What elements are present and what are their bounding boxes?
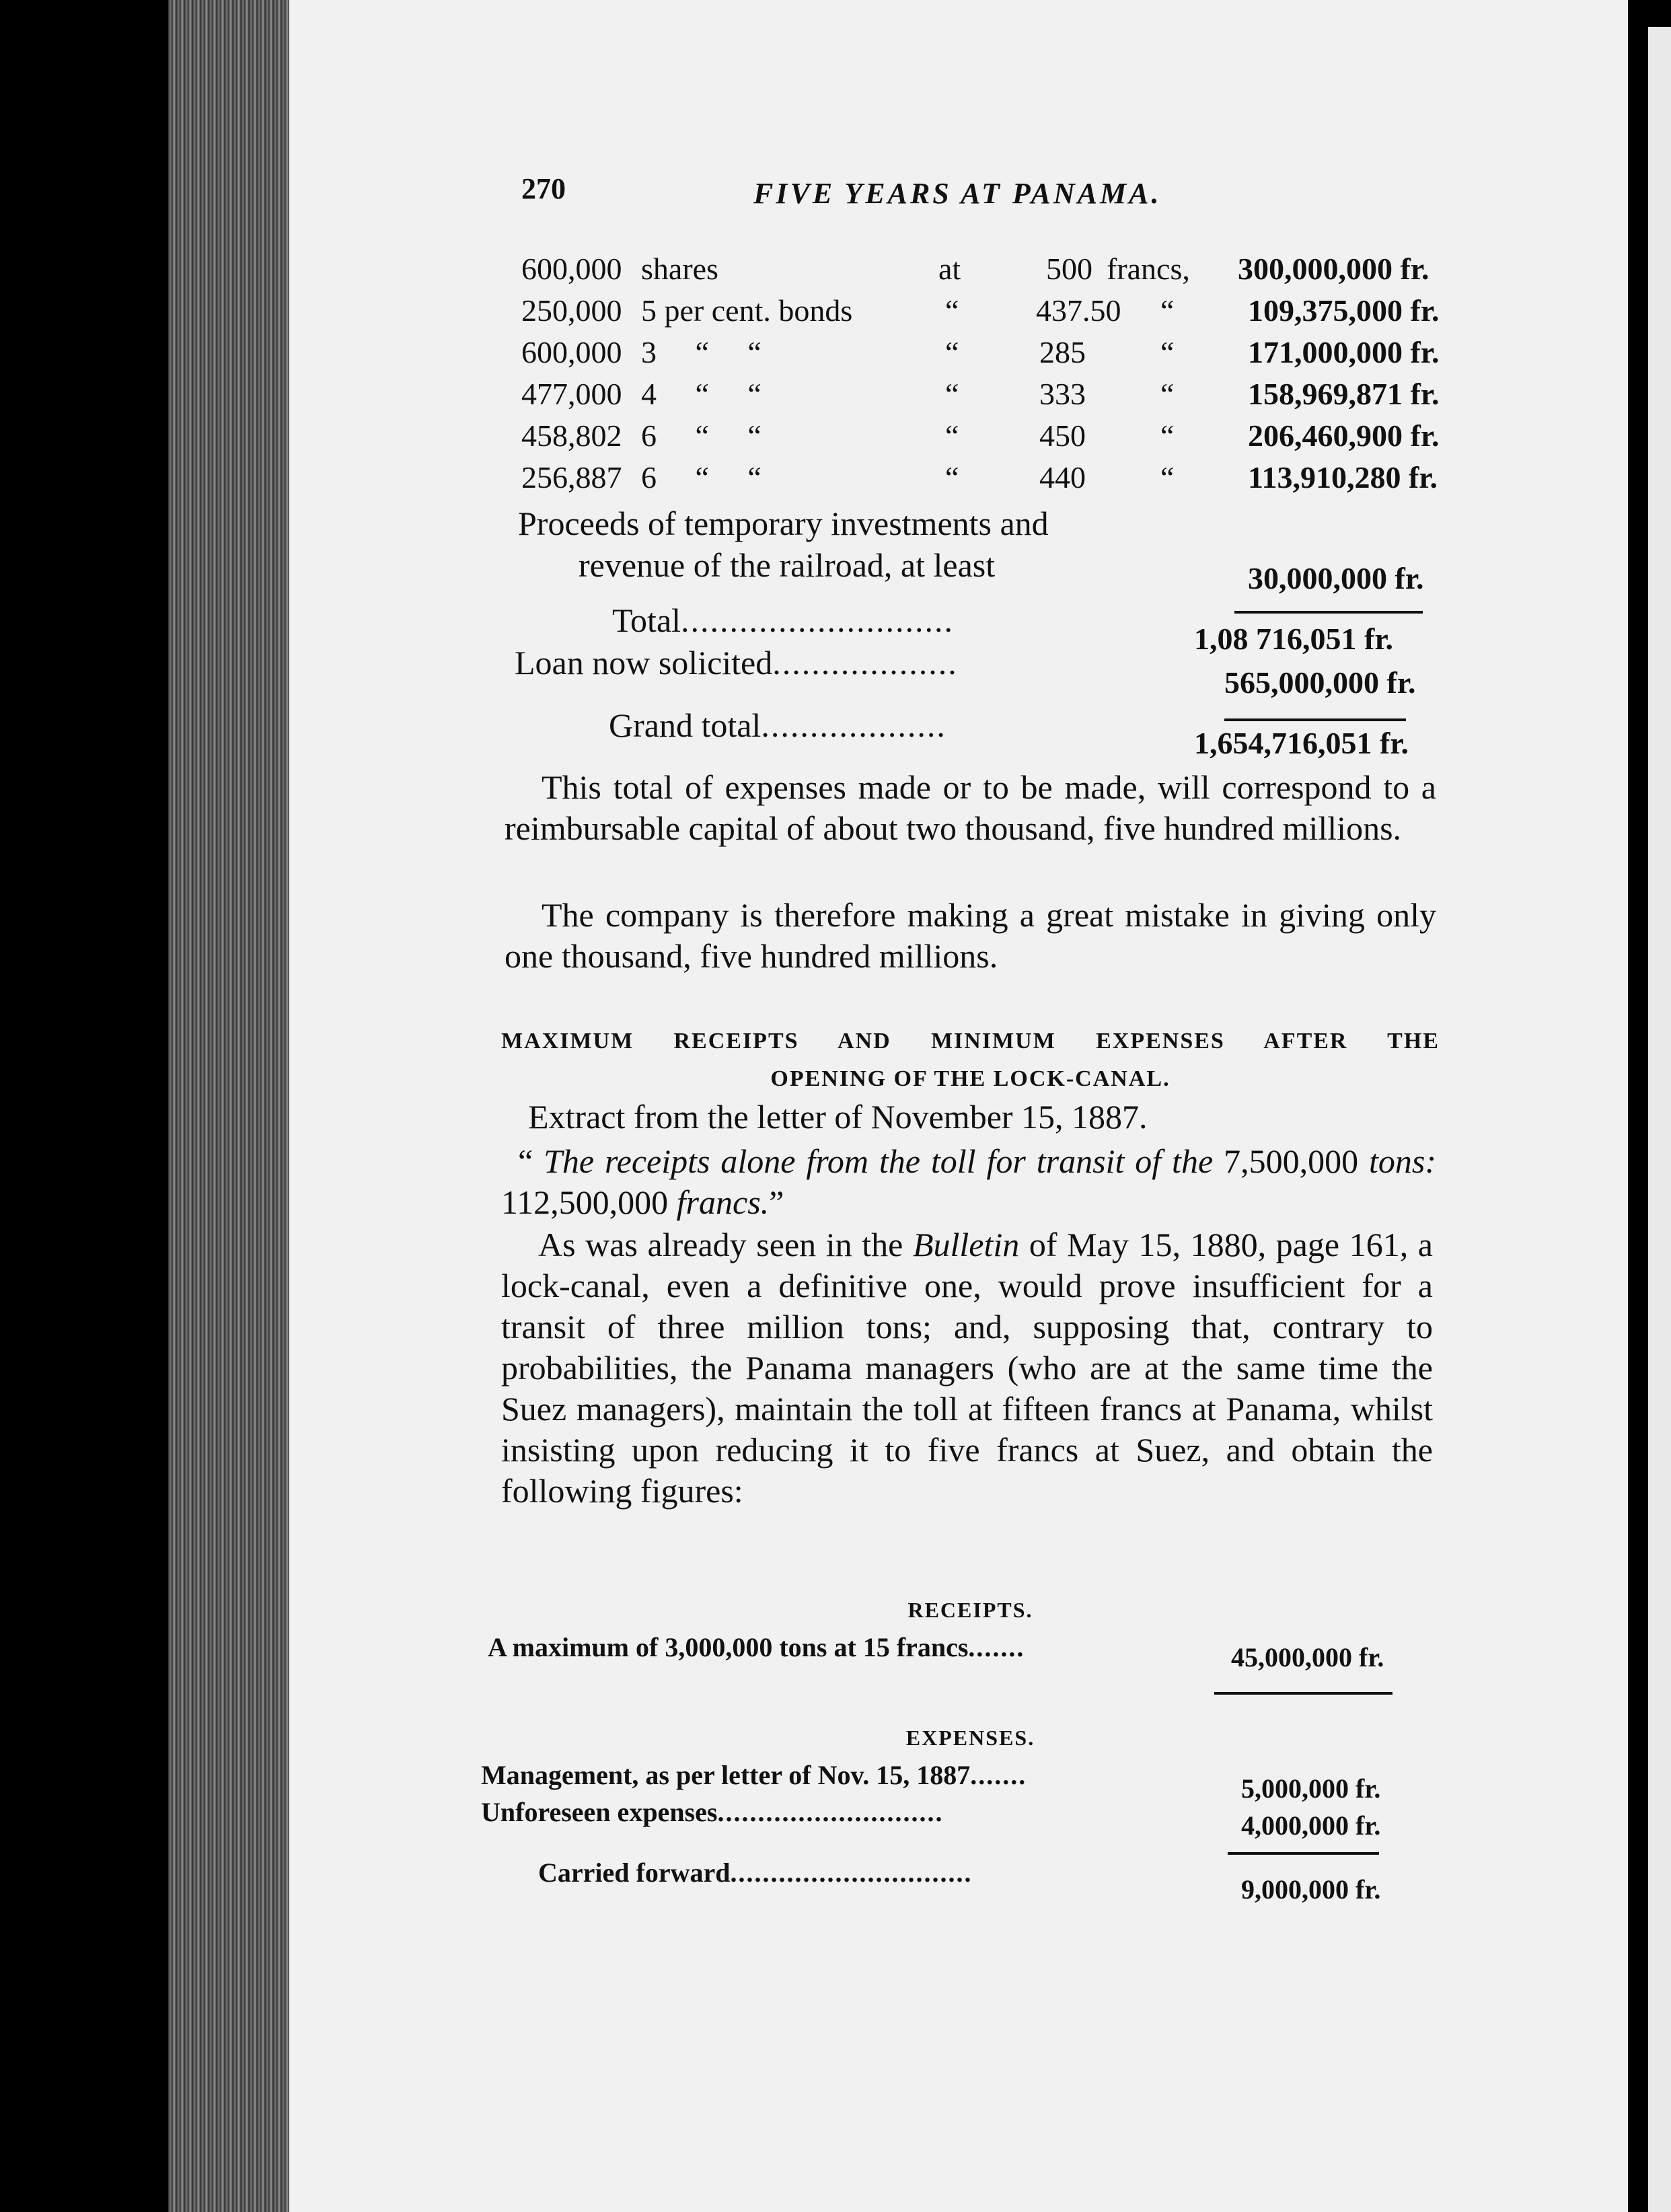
- sum-rule: [1224, 718, 1406, 721]
- row-total: 300,000,000 fr.: [1238, 252, 1429, 286]
- receipts-row: [488, 1631, 1025, 1663]
- quote-close: ”: [769, 1183, 784, 1221]
- row-total: 158,969,871 fr.: [1248, 377, 1440, 411]
- description: 3 “ “: [641, 335, 762, 369]
- receipts-heading: RECEIPTS.: [907, 1598, 1033, 1622]
- section-heading: [501, 1023, 1440, 1098]
- at-word: at: [938, 252, 961, 286]
- sum-rule: [1214, 1692, 1392, 1695]
- paragraph-mistake: [505, 895, 1436, 977]
- leader-dots: .......: [968, 1632, 1025, 1662]
- leader-dots: ............................: [717, 1797, 944, 1827]
- receipts-amount: 45,000,000 fr.: [1231, 1642, 1384, 1672]
- description: 4 “ “: [641, 377, 762, 411]
- price: 440: [1039, 460, 1086, 494]
- carried-forward-row: [538, 1857, 972, 1888]
- receipts-label: A maximum of 3,000,000 tons at 15 francs: [488, 1632, 969, 1662]
- row-total: 109,375,000 fr.: [1248, 293, 1440, 328]
- paragraph-text: This total of expenses made or to be made, will correspond to a reimbursable capital of about two thousand, five hundred millions.: [505, 768, 1436, 847]
- leader-dots: ...................: [772, 644, 958, 681]
- management-row: [481, 1759, 1027, 1791]
- leader-dots: ...................: [761, 706, 946, 744]
- price: 450: [1039, 418, 1086, 453]
- sum-rule: [1228, 1852, 1379, 1855]
- ditto-mark: “: [1160, 418, 1175, 453]
- quote-number: 7,500,000: [1224, 1142, 1359, 1180]
- quote-amount: 112,500,000: [501, 1183, 677, 1221]
- quantity: 250,000: [521, 293, 622, 328]
- ditto-mark: “: [945, 460, 959, 494]
- paragraph-text: As was already seen in the: [538, 1226, 913, 1263]
- carried-forward-amount: 9,000,000 fr.: [1241, 1874, 1381, 1905]
- proceeds-amount: 30,000,000 fr.: [1248, 561, 1424, 595]
- page-number: 270: [521, 172, 566, 205]
- total-label: Total: [612, 601, 681, 639]
- loan-row: [515, 642, 958, 683]
- unit: francs,: [1107, 252, 1190, 286]
- running-head: [521, 172, 566, 206]
- quote-open: “: [518, 1142, 544, 1180]
- ditto-mark: “: [1160, 335, 1175, 369]
- ditto-mark: “: [945, 335, 959, 369]
- paragraph-bulletin: [501, 1224, 1433, 1512]
- management-amount: 5,000,000 fr.: [1241, 1773, 1381, 1804]
- ditto-mark: “: [1160, 293, 1175, 328]
- carried-forward-label: Carried forward: [538, 1857, 731, 1888]
- unforeseen-label: Unforeseen expenses: [481, 1797, 718, 1827]
- ditto-mark: “: [945, 418, 959, 453]
- grand-total-label: Grand total: [609, 706, 762, 744]
- bulletin-title: Bulletin: [912, 1226, 1020, 1263]
- section-heading-line-2: OPENING OF THE LOCK-CANAL.: [770, 1066, 1171, 1091]
- running-title-wrap: [753, 176, 1161, 211]
- row-total: 113,910,280 fr.: [1248, 460, 1438, 494]
- management-label: Management, as per letter of Nov. 15, 1887: [481, 1760, 971, 1790]
- ditto-mark: “: [945, 377, 959, 411]
- quantity: 458,802: [521, 418, 622, 453]
- quote-text: tons:: [1358, 1142, 1436, 1180]
- proceeds-line-1: Proceeds of temporary investments and: [518, 505, 1049, 542]
- description: 6 “ “: [641, 460, 762, 494]
- quote-text: The receipts alone from the toll for transit of the: [544, 1142, 1214, 1180]
- leader-dots: ..............................: [730, 1857, 973, 1888]
- quote-text: francs.: [676, 1183, 770, 1221]
- grand-total-row: [609, 705, 946, 745]
- book-page-edges: [168, 0, 293, 2212]
- expenses-heading: EXPENSES.: [905, 1726, 1035, 1750]
- price: 500: [1046, 252, 1092, 286]
- description: 6 “ “: [641, 418, 762, 453]
- price: 285: [1039, 335, 1086, 369]
- total-amount: 1,08 716,051 fr.: [1194, 622, 1394, 656]
- ditto-mark: “: [1160, 460, 1175, 494]
- grand-total-amount: 1,654,716,051 fr.: [1194, 726, 1409, 760]
- running-title: FIVE YEARS AT PANAMA.: [753, 177, 1162, 210]
- loan-amount: 565,000,000 fr.: [1224, 665, 1416, 700]
- loan-label: Loan now solicited: [515, 644, 773, 681]
- paragraph-expenses-total: [505, 767, 1436, 849]
- paragraph-text: The company is therefore making a great mistake in giving only one thousand, five hundred millions.: [505, 896, 1436, 975]
- sum-rule: [1234, 611, 1423, 614]
- extract-line: Extract from the letter of November 15, 1887.: [528, 1098, 1148, 1136]
- quantity: 600,000: [521, 335, 622, 369]
- quantity: 477,000: [521, 377, 622, 411]
- row-total: 171,000,000 fr.: [1248, 335, 1440, 369]
- quantity: 256,887: [521, 460, 622, 494]
- leader-dots: ............................: [681, 601, 955, 639]
- description: shares: [641, 252, 718, 286]
- paragraph-text: of May 15, 1880, page 161, a lock-canal, even a definitive one, would prove insufficient for a transit of three million tons; and, supposing that, contrary to probabilities, the Panama managers (who are at the same time the Suez managers), maintain the toll at fifteen francs at Panama, whilst insisting upon reducing it to five francs at Suez, and obtain the following figures:: [501, 1226, 1433, 1510]
- facing-page-edge: [1648, 27, 1671, 2212]
- leader-dots: .......: [970, 1760, 1027, 1790]
- ditto-mark: “: [945, 293, 959, 328]
- total-row: [612, 600, 954, 640]
- quantity: 600,000: [521, 252, 622, 286]
- ditto-mark: “: [1160, 377, 1175, 411]
- description: 5 per cent. bonds: [641, 293, 853, 328]
- row-total: 206,460,900 fr.: [1248, 418, 1440, 453]
- unforeseen-amount: 4,000,000 fr.: [1241, 1810, 1381, 1841]
- unforeseen-row: [481, 1796, 943, 1828]
- quotation: [501, 1141, 1436, 1223]
- price: 437.50: [1036, 293, 1121, 328]
- price: 333: [1039, 377, 1086, 411]
- proceeds-line-2: revenue of the railroad, at least: [579, 546, 996, 584]
- section-heading-line-1: MAXIMUM RECEIPTS AND MINIMUM EXPENSES AFTER THE: [501, 1029, 1440, 1054]
